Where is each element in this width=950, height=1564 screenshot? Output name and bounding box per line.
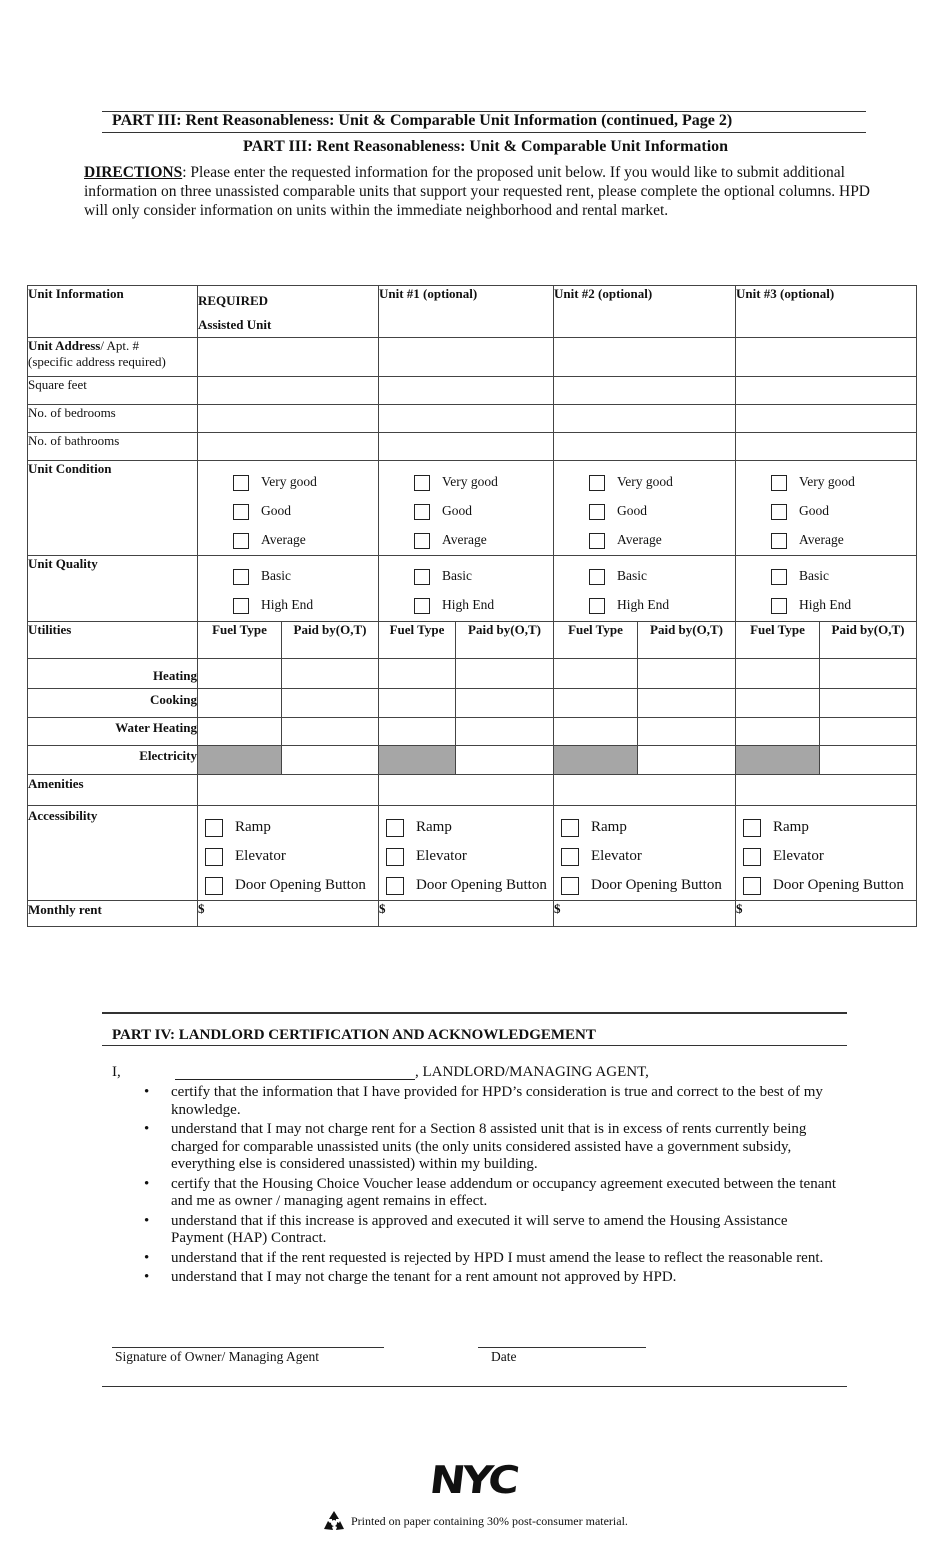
option-label: Basic xyxy=(442,568,472,583)
quality-high-end[interactable] xyxy=(414,590,553,619)
option-label: Average xyxy=(442,532,487,547)
certification-intro xyxy=(112,1064,842,1082)
access-ramp[interactable] xyxy=(561,813,735,842)
access-options-required xyxy=(198,806,379,901)
utility-cooking: Cooking xyxy=(28,689,198,718)
option-label: Very good xyxy=(617,474,673,489)
rent-field-unit3[interactable]: $ xyxy=(736,901,917,927)
checkbox[interactable] xyxy=(233,504,249,520)
cooking-fuel-required[interactable] xyxy=(198,689,282,718)
quality-high-end[interactable] xyxy=(771,590,916,619)
nyc-logo: NYC xyxy=(427,1458,519,1502)
checkbox[interactable] xyxy=(414,533,430,549)
certification-list xyxy=(112,1084,842,1287)
condition-very-good[interactable] xyxy=(771,467,916,496)
checkbox[interactable] xyxy=(414,504,430,520)
option-label: High End xyxy=(442,597,495,612)
sqft-field-unit1[interactable] xyxy=(379,377,554,405)
access-ramp[interactable] xyxy=(743,813,916,842)
cooking-fuel-unit1[interactable] xyxy=(379,689,456,718)
amenities-field-required[interactable] xyxy=(198,775,379,806)
checkbox[interactable] xyxy=(561,819,579,837)
paid-by-header: Paid by(O,T) xyxy=(282,622,379,659)
checkbox[interactable] xyxy=(414,475,430,491)
rent-field-unit2[interactable]: $ xyxy=(554,901,736,927)
list-item: • understand that if this increase is approved and executed it will serve to amend the Housing Assistance Payment (HAP) Contract. xyxy=(171,1213,842,1248)
bedrooms-field-unit1[interactable] xyxy=(379,405,554,433)
option-label: Ramp xyxy=(591,819,627,835)
directions-label: DIRECTIONS xyxy=(84,164,183,181)
checkbox[interactable] xyxy=(386,819,404,837)
condition-very-good[interactable] xyxy=(589,467,735,496)
bathrooms-field-unit1[interactable] xyxy=(379,433,554,461)
quality-options-unit1 xyxy=(379,556,554,622)
condition-good[interactable] xyxy=(771,496,916,525)
quality-basic[interactable] xyxy=(771,561,916,590)
water-fuel-unit1[interactable] xyxy=(379,718,456,746)
address-label-rest: / Apt. # xyxy=(100,338,140,353)
access-elevator[interactable] xyxy=(386,842,553,871)
condition-very-good[interactable] xyxy=(414,467,553,496)
header-unit-information: Unit Information xyxy=(28,286,198,338)
checkbox[interactable] xyxy=(771,598,787,614)
water-fuel-unit2[interactable] xyxy=(554,718,638,746)
recycle-note: Printed on paper containing 30% post-consumer material. xyxy=(351,1514,628,1528)
fuel-type-header: Fuel Type xyxy=(554,622,638,659)
header-unit1: Unit #1 (optional) xyxy=(379,286,554,338)
option-label: Ramp xyxy=(773,819,809,835)
cooking-paid-unit2[interactable] xyxy=(638,689,736,718)
cooking-paid-required[interactable] xyxy=(282,689,379,718)
sqft-field-required[interactable] xyxy=(198,377,379,405)
access-door-button[interactable] xyxy=(743,871,916,900)
access-ramp[interactable] xyxy=(205,813,378,842)
electricity-fuel-shaded xyxy=(554,746,638,775)
address-field-unit1[interactable] xyxy=(379,338,554,377)
intro-i: I, xyxy=(112,1064,121,1080)
water-paid-unit3[interactable] xyxy=(820,718,917,746)
access-elevator[interactable] xyxy=(561,842,735,871)
fuel-type-header: Fuel Type xyxy=(198,622,282,659)
option-label: Good xyxy=(617,503,647,518)
list-item: • certify that the Housing Choice Voucher lease addendum or occupancy agreement executed between the tenant and me as owner / managing agent remains in effect. xyxy=(171,1176,842,1211)
water-fuel-required[interactable] xyxy=(198,718,282,746)
condition-average[interactable] xyxy=(233,525,378,554)
option-label: Ramp xyxy=(235,819,271,835)
checkbox[interactable] xyxy=(205,819,223,837)
option-label: Very good xyxy=(261,474,317,489)
condition-very-good[interactable] xyxy=(233,467,378,496)
heating-paid-unit2[interactable] xyxy=(638,659,736,689)
option-label: Good xyxy=(261,503,291,518)
checkbox[interactable] xyxy=(386,877,404,895)
option-label: High End xyxy=(799,597,852,612)
address-label-note: (specific address required) xyxy=(28,354,166,369)
quality-basic[interactable] xyxy=(414,561,553,590)
quality-high-end[interactable] xyxy=(233,590,378,619)
row-label-bedrooms: No. of bedrooms xyxy=(28,405,198,433)
access-ramp[interactable] xyxy=(386,813,553,842)
row-label-monthly-rent: Monthly rent xyxy=(28,901,198,927)
checkbox[interactable] xyxy=(743,877,761,895)
header-required-line2: Assisted Unit xyxy=(198,317,272,332)
fuel-type-header: Fuel Type xyxy=(736,622,820,659)
option-label: Good xyxy=(442,503,472,518)
header-unit3: Unit #3 (optional) xyxy=(736,286,917,338)
option-label: Ramp xyxy=(416,819,452,835)
option-label: Door Opening Button xyxy=(235,877,366,893)
unit-info-table xyxy=(27,285,917,927)
list-item: • understand that I may not charge the tenant for a rent amount not approved by HPD. xyxy=(171,1269,842,1287)
signature-line[interactable] xyxy=(112,1347,384,1348)
directions xyxy=(84,163,894,220)
option-label: High End xyxy=(617,597,670,612)
checkbox[interactable] xyxy=(589,569,605,585)
condition-good[interactable] xyxy=(414,496,553,525)
header-required xyxy=(198,286,379,338)
checkbox[interactable] xyxy=(589,598,605,614)
directions-text: : Please enter the requested information for the proposed unit below. If you would like to submit additional information on three unassisted comparable units that support your requested rent, please complete the optional columns. HPD will only consider information on units within the immediate neighborhood and rental market. xyxy=(84,164,871,219)
water-fuel-unit3[interactable] xyxy=(736,718,820,746)
checkbox[interactable] xyxy=(589,504,605,520)
condition-options-required xyxy=(198,461,379,556)
row-label-quality: Unit Quality xyxy=(28,556,198,622)
condition-average[interactable] xyxy=(589,525,735,554)
option-label: Average xyxy=(799,532,844,547)
checkbox[interactable] xyxy=(771,569,787,585)
checkbox[interactable] xyxy=(771,475,787,491)
access-door-button[interactable] xyxy=(205,871,378,900)
checkbox[interactable] xyxy=(233,598,249,614)
certification-block xyxy=(112,1064,842,1289)
fuel-type-header: Fuel Type xyxy=(379,622,456,659)
landlord-name-line[interactable] xyxy=(175,1065,415,1080)
cooking-paid-unit1[interactable] xyxy=(456,689,554,718)
access-door-button[interactable] xyxy=(386,871,553,900)
option-label: Average xyxy=(261,532,306,547)
row-label-condition: Unit Condition xyxy=(28,461,198,556)
row-label-accessibility: Accessibility xyxy=(28,806,198,901)
condition-average[interactable] xyxy=(414,525,553,554)
quality-basic[interactable] xyxy=(589,561,735,590)
option-label: Elevator xyxy=(416,848,467,864)
checkbox[interactable] xyxy=(743,819,761,837)
condition-average[interactable] xyxy=(771,525,916,554)
list-item: • certify that the information that I have provided for HPD’s consideration is true and correct to the best of my knowledge. xyxy=(171,1084,842,1119)
checkbox[interactable] xyxy=(205,877,223,895)
recycle-icon xyxy=(321,1509,347,1535)
checkbox[interactable] xyxy=(205,848,223,866)
paid-by-header: Paid by(O,T) xyxy=(638,622,736,659)
address-field-unit3[interactable] xyxy=(736,338,917,377)
option-label: Elevator xyxy=(235,848,286,864)
electricity-paid-required[interactable] xyxy=(282,746,379,775)
option-label: Very good xyxy=(442,474,498,489)
condition-options-unit2 xyxy=(554,461,736,556)
electricity-paid-unit3[interactable] xyxy=(820,746,917,775)
option-label: Very good xyxy=(799,474,855,489)
list-item: • understand that I may not charge rent for a Section 8 assisted unit that is in excess of rents currently being charged for comparable unassisted units (the only units considered assisted have a government subsidy, everything else is considered unassisted) within my building. xyxy=(171,1121,842,1174)
checkbox[interactable] xyxy=(386,848,404,866)
cooking-paid-unit3[interactable] xyxy=(820,689,917,718)
electricity-paid-unit1[interactable] xyxy=(456,746,554,775)
option-label: Basic xyxy=(799,568,829,583)
option-label: High End xyxy=(261,597,314,612)
access-elevator[interactable] xyxy=(205,842,378,871)
intro-role: , LANDLORD/MANAGING AGENT, xyxy=(415,1064,649,1080)
bedrooms-field-unit3[interactable] xyxy=(736,405,917,433)
option-label: Average xyxy=(617,532,662,547)
checkbox[interactable] xyxy=(414,598,430,614)
condition-options-unit1 xyxy=(379,461,554,556)
option-label: Good xyxy=(799,503,829,518)
amenities-field-unit3[interactable] xyxy=(736,775,917,806)
heating-paid-unit3[interactable] xyxy=(820,659,917,689)
utility-heating: Heating xyxy=(28,659,198,689)
access-door-button[interactable] xyxy=(561,871,735,900)
row-label-amenities: Amenities xyxy=(28,775,198,806)
water-paid-unit1[interactable] xyxy=(456,718,554,746)
quality-options-required xyxy=(198,556,379,622)
electricity-fuel-shaded xyxy=(379,746,456,775)
electricity-fuel-shaded xyxy=(736,746,820,775)
quality-high-end[interactable] xyxy=(589,590,735,619)
header-unit2: Unit #2 (optional) xyxy=(554,286,736,338)
checkbox[interactable] xyxy=(233,533,249,549)
address-field-unit2[interactable] xyxy=(554,338,736,377)
water-paid-unit2[interactable] xyxy=(638,718,736,746)
quality-basic[interactable] xyxy=(233,561,378,590)
checkbox[interactable] xyxy=(743,848,761,866)
heating-fuel-unit1[interactable] xyxy=(379,659,456,689)
amenities-field-unit1[interactable] xyxy=(379,775,554,806)
cooking-fuel-unit2[interactable] xyxy=(554,689,638,718)
heating-paid-required[interactable] xyxy=(282,659,379,689)
access-elevator[interactable] xyxy=(743,842,916,871)
bedrooms-field-required[interactable] xyxy=(198,405,379,433)
option-label: Door Opening Button xyxy=(416,877,547,893)
electricity-fuel-shaded xyxy=(198,746,282,775)
sqft-field-unit3[interactable] xyxy=(736,377,917,405)
continued-title: PART III: Rent Reasonableness: Unit & Comparable Unit Information (continued, Page 2) xyxy=(112,112,733,129)
water-paid-required[interactable] xyxy=(282,718,379,746)
list-item: • understand that if the rent requested is rejected by HPD I must amend the lease to reflect the reasonable rent. xyxy=(171,1250,842,1268)
option-label: Elevator xyxy=(591,848,642,864)
date-line[interactable] xyxy=(478,1347,646,1348)
row-label-bathrooms: No. of bathrooms xyxy=(28,433,198,461)
paid-by-header: Paid by(O,T) xyxy=(820,622,917,659)
checkbox[interactable] xyxy=(233,475,249,491)
option-label: Door Opening Button xyxy=(591,877,722,893)
sqft-field-unit2[interactable] xyxy=(554,377,736,405)
checkbox[interactable] xyxy=(589,475,605,491)
checkbox[interactable] xyxy=(771,504,787,520)
part4-title: PART IV: LANDLORD CERTIFICATION AND ACKNOWLEDGEMENT xyxy=(112,1027,596,1043)
row-label-address xyxy=(28,338,198,377)
heating-fuel-required[interactable] xyxy=(198,659,282,689)
condition-good[interactable] xyxy=(233,496,378,525)
checkbox[interactable] xyxy=(233,569,249,585)
date-label: Date xyxy=(491,1349,517,1364)
option-label: Elevator xyxy=(773,848,824,864)
checkbox[interactable] xyxy=(414,569,430,585)
checkbox[interactable] xyxy=(561,848,579,866)
header-required-line1: REQUIRED xyxy=(198,293,269,308)
page-title: PART III: Rent Reasonableness: Unit & Comparable Unit Information xyxy=(243,138,729,155)
access-options-unit2 xyxy=(554,806,736,901)
bathrooms-field-unit2[interactable] xyxy=(554,433,736,461)
utility-water-heating: Water Heating xyxy=(28,718,198,746)
option-label: Basic xyxy=(617,568,647,583)
checkbox[interactable] xyxy=(561,877,579,895)
condition-options-unit3 xyxy=(736,461,917,556)
address-label-bold: Unit Address xyxy=(28,338,101,353)
option-label: Basic xyxy=(261,568,291,583)
electricity-paid-unit2[interactable] xyxy=(638,746,736,775)
address-field-required[interactable] xyxy=(198,338,379,377)
condition-good[interactable] xyxy=(589,496,735,525)
heating-paid-unit1[interactable] xyxy=(456,659,554,689)
heating-fuel-unit3[interactable] xyxy=(736,659,820,689)
utility-electricity: Electricity xyxy=(28,746,198,775)
access-options-unit1 xyxy=(379,806,554,901)
signature-label: Signature of Owner/ Managing Agent xyxy=(115,1349,319,1364)
paid-by-header: Paid by(O,T) xyxy=(456,622,554,659)
cooking-fuel-unit3[interactable] xyxy=(736,689,820,718)
amenities-field-unit2[interactable] xyxy=(554,775,736,806)
heating-fuel-unit2[interactable] xyxy=(554,659,638,689)
option-label: Door Opening Button xyxy=(773,877,904,893)
checkbox[interactable] xyxy=(771,533,787,549)
bedrooms-field-unit2[interactable] xyxy=(554,405,736,433)
rent-field-unit1[interactable]: $ xyxy=(379,901,554,927)
row-label-utilities: Utilities xyxy=(28,622,198,659)
access-options-unit3 xyxy=(736,806,917,901)
quality-options-unit2 xyxy=(554,556,736,622)
bathrooms-field-required[interactable] xyxy=(198,433,379,461)
row-label-sqft: Square feet xyxy=(28,377,198,405)
quality-options-unit3 xyxy=(736,556,917,622)
rent-field-required[interactable]: $ xyxy=(198,901,379,927)
checkbox[interactable] xyxy=(589,533,605,549)
bathrooms-field-unit3[interactable] xyxy=(736,433,917,461)
